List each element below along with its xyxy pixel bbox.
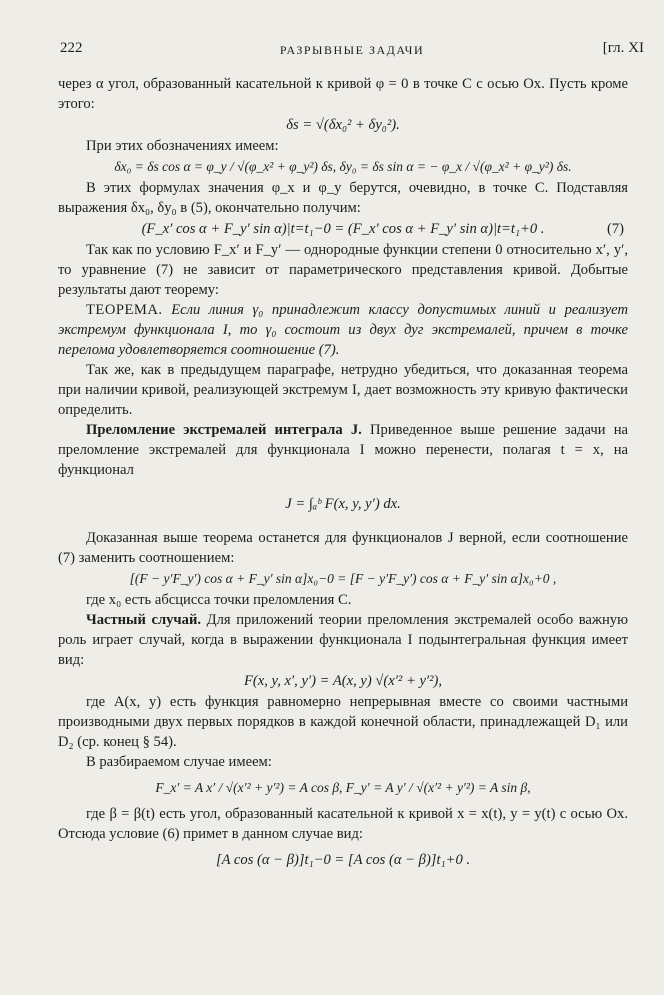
- formula: F_x′ = A x′ / √(x′² + y′²) = A cos β, F_y′ = A y′ / √(x′² + y′²) = A sin β,: [155, 780, 531, 795]
- section-paragraph: [58, 420, 628, 480]
- theorem-text: Если линия γ₀ принадлежит классу допустимых линий и реализует экстремум функционала I, то γ₀ состоит из двух дуг экстремалей, причем в точке перелома удовлетворяется соотношение (7).: [58, 302, 629, 358]
- paragraph: где A(x, y) есть функция равномерно непрерывная вместе со своими частными производными двух первых порядков в каждой конечной области, принадлежащей D₁ или D₂ (ср. конец § 54).: [58, 694, 628, 750]
- paragraph-text: Для приложений теории преломления экстремалей особо важную роль играет случай, когда в выражении функционала I подынтегральная функция имеет вид:: [58, 612, 628, 668]
- paragraph: При этих обозначениях имеем:: [86, 138, 279, 154]
- formula: J = ∫ₐᵇ F(x, y, y′) dx.: [285, 496, 401, 512]
- chapter-label: [гл. XI: [602, 40, 644, 56]
- page-body: [58, 74, 628, 871]
- formula: δx₀ = δs cos α = φ_y / √(φ_x² + φ_y²) δs, δy₀ = δs sin α = − φ_x / √(φ_x² + φ_y²) δs.: [114, 159, 572, 174]
- paragraph: где x₀ есть абсцисса точки преломления C.: [86, 592, 352, 608]
- theorem-paragraph: [58, 300, 628, 360]
- section-heading: Преломление экстремалей интеграла J.: [86, 422, 362, 438]
- formula: [A cos (α − β)]t₁−0 = [A cos (α − β)]t₁+0 .: [215, 852, 471, 868]
- running-title: РАЗРЫВНЫЕ ЗАДАЧИ: [279, 43, 425, 57]
- equation-number: (7): [606, 221, 624, 237]
- formula: (F_x′ cos α + F_y′ sin α)|t=t₁−0 = (F_x′ cos α + F_y′ sin α)|t=t₁+0 .: [141, 221, 545, 237]
- section-paragraph: [58, 610, 628, 670]
- formula-numbered: [58, 219, 628, 239]
- paragraph-text: Приведенное выше решение задачи на преломление экстремалей для функционала I можно перенести, полагая t = x, на функционал: [58, 422, 628, 478]
- theorem-lead: ТЕОРЕМА.: [86, 302, 163, 318]
- paragraph: через α угол, образованный касательной к кривой φ = 0 в точке C с осью Ox. Пусть кроме этого:: [58, 76, 628, 112]
- paragraph: Так как по условию F_x′ и F_y′ — однородные функции степени 0 относительно x′, y′, то уравнение (7) не зависит от параметрического представления кривой. Добытые результаты дают теорему:: [58, 242, 628, 298]
- paragraph: Доказанная выше теорема останется для функционалов J верной, если соотношение (7) заменить соотношением:: [58, 530, 628, 566]
- page-header: [60, 40, 644, 64]
- formula: [(F − y′F_y′) cos α + F_y′ sin α]x₀−0 = [F − y′F_y′) cos α + F_y′ sin α]x₀+0 ,: [129, 571, 557, 586]
- paragraph: Так же, как в предыдущем параграфе, нетрудно убедиться, что доказанная теорема при наличии кривой, реализующей экстремум I, дает возможность эту кривую фактически определить.: [58, 362, 628, 418]
- section-heading: Частный случай.: [86, 612, 202, 628]
- formula: δs = √(δx₀² + δy₀²).: [286, 117, 400, 133]
- paragraph: где β = β(t) есть угол, образованный касательной к кривой x = x(t), y = y(t) с осью Ox. Отсюда условие (6) примет в данном случае вид:: [58, 806, 628, 842]
- page-number: 222: [60, 40, 83, 56]
- paragraph: В разбираемом случае имеем:: [86, 754, 272, 770]
- paragraph: В этих формулах значения φ_x и φ_y берутся, очевидно, в точке C. Подставляя выражения δx₀, δy₀ в (5), окончательно получим:: [58, 180, 628, 216]
- formula: F(x, y, x′, y′) = A(x, y) √(x′² + y′²),: [243, 673, 443, 689]
